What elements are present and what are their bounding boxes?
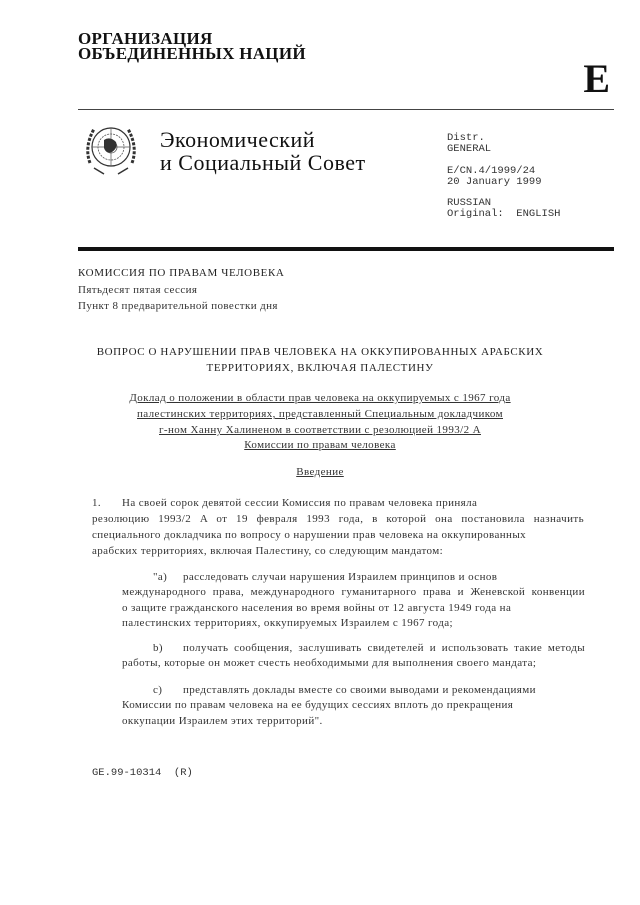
subtitle-line: палестинских территориях, представленный Специальным докладчиком bbox=[137, 408, 503, 420]
mandate-line: работы, которые он может счесть необходимыми для выполнения своего мандата; bbox=[122, 657, 537, 669]
subtitle-line: Доклад о положении в области прав человека на оккупируемых с 1967 года bbox=[129, 392, 511, 404]
council-name-line1: Экономический bbox=[160, 127, 316, 152]
distr-label: Distr. bbox=[447, 132, 485, 144]
org-name-line2: ОБЪЕДИНЕННЫХ НАЦИЙ bbox=[78, 44, 306, 63]
section-heading: Введение bbox=[296, 466, 344, 478]
document-date: 20 January 1999 bbox=[447, 176, 542, 188]
paragraph-line: На своей сорок девятой сессии Комиссия по правам человека приняла bbox=[122, 497, 478, 509]
original-language: Original: ENGLISH bbox=[447, 208, 561, 220]
paragraph-line: арабских территориях, включая Палестину, со следующим мандатом: bbox=[92, 545, 444, 557]
document-title-line1: ВОПРОС О НАРУШЕНИИ ПРАВ ЧЕЛОВЕКА НА ОККУПИРОВАННЫХ АРАБСКИХ bbox=[96, 346, 544, 358]
commission-name: КОМИССИЯ ПО ПРАВАМ ЧЕЛОВЕКА bbox=[78, 267, 285, 279]
mandate-line: международного права, международного гуманитарного права и Женевской конвенции bbox=[122, 586, 585, 598]
mandate-line: получать сообщения, заслушивать свидетелей и использовать такие методы bbox=[183, 642, 585, 654]
language-letter: E bbox=[583, 56, 610, 101]
mandate-line: палестинских территориях, оккупируемых Израилем с 1967 года; bbox=[122, 617, 454, 629]
paragraph-line: резолюцию 1993/2 A от 19 февраля 1993 года, в которой она постановила назначить bbox=[92, 513, 584, 525]
org-name-line1: ОРГАНИЗАЦИЯ bbox=[78, 29, 213, 48]
divider-thin bbox=[78, 109, 614, 110]
divider-thick bbox=[78, 247, 614, 251]
mandate-a-label: "a) bbox=[153, 571, 168, 583]
distr-value: GENERAL bbox=[447, 143, 492, 155]
paragraph-number: 1. bbox=[92, 497, 102, 509]
mandate-line: представлять доклады вместе со своими выводами и рекомендациями bbox=[183, 684, 536, 696]
job-number: GE.99-10314 (R) bbox=[92, 767, 193, 779]
agenda-item: Пункт 8 предварительной повестки дня bbox=[78, 300, 278, 312]
un-emblem-icon bbox=[80, 118, 142, 180]
council-name-line2: и Социальный Совет bbox=[160, 150, 366, 175]
document-language: RUSSIAN bbox=[447, 197, 492, 209]
mandate-line: расследовать случаи нарушения Израилем принципов и основ bbox=[183, 571, 498, 583]
mandate-c-label: c) bbox=[153, 684, 163, 696]
session: Пятьдесят пятая сессия bbox=[78, 284, 198, 296]
mandate-line: о защите гражданского населения во время войны от 12 августа 1949 года на bbox=[122, 602, 512, 614]
mandate-b-label: b) bbox=[153, 642, 163, 654]
mandate-line: оккупации Израилем этих территорий". bbox=[122, 715, 323, 727]
paragraph-line: специального докладчика по вопросу о нарушении прав человека на оккупированных bbox=[92, 529, 527, 541]
document-title-line2: ТЕРРИТОРИЯХ, ВКЛЮЧАЯ ПАЛЕСТИНУ bbox=[206, 362, 434, 374]
subtitle-line: г-ном Ханну Халиненом в соответствии с резолюцией 1993/2 A bbox=[159, 424, 481, 436]
subtitle-line: Комиссии по правам человека bbox=[244, 439, 396, 451]
mandate-line: Комиссии по правам человека на ее будущих сессиях вплоть до прекращения bbox=[122, 699, 514, 711]
document-symbol: E/CN.4/1999/24 bbox=[447, 165, 536, 177]
